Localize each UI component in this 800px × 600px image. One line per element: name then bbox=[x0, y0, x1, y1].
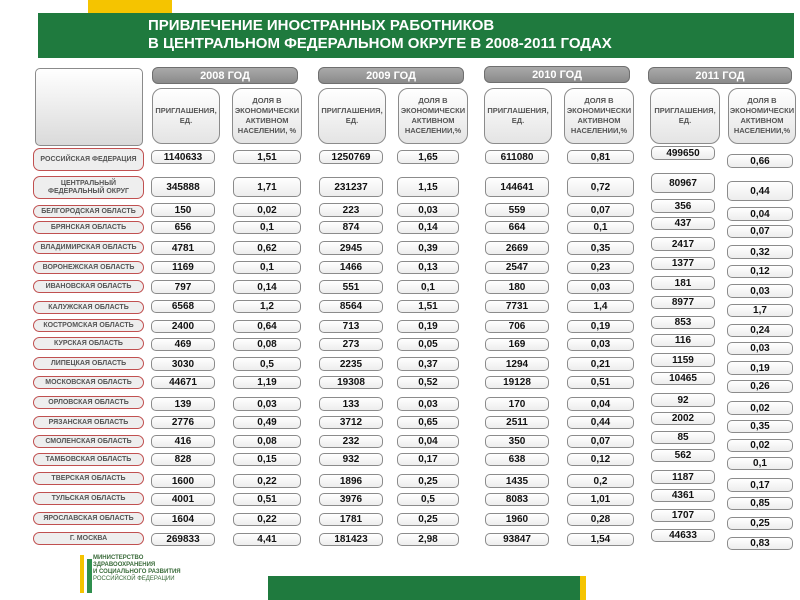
share-cell: 0,64 bbox=[233, 320, 301, 333]
share-cell: 0,83 bbox=[727, 537, 793, 550]
region-label: БЕЛГОРОДСКАЯ ОБЛАСТЬ bbox=[33, 205, 144, 218]
invitations-cell: 1707 bbox=[651, 509, 715, 522]
share-cell: 0,23 bbox=[567, 261, 634, 274]
region-label: РОССИЙСКАЯ ФЕДЕРАЦИЯ bbox=[33, 148, 144, 171]
invitations-cell: 1250769 bbox=[319, 150, 383, 164]
share-cell: 0,49 bbox=[233, 416, 301, 429]
invitations-cell: 350 bbox=[485, 435, 549, 448]
region-label: Г. МОСКВА bbox=[33, 532, 144, 545]
header-share-2: ДОЛЯ В ЭКОНОМИЧЕСКИ АКТИВНОМ НАСЕЛЕНИИ,% bbox=[398, 88, 468, 144]
share-cell: 0,81 bbox=[567, 150, 634, 164]
share-cell: 0,05 bbox=[397, 338, 459, 351]
invitations-cell: 345888 bbox=[151, 177, 215, 197]
share-cell: 0,1 bbox=[233, 261, 301, 274]
share-cell: 1,51 bbox=[233, 150, 301, 164]
invitations-cell: 1435 bbox=[485, 474, 549, 488]
invitations-cell: 2400 bbox=[151, 320, 215, 333]
invitations-cell: 1294 bbox=[485, 357, 549, 371]
share-cell: 0,37 bbox=[397, 357, 459, 371]
header-invitations-3: ПРИГЛАШЕНИЯ, ЕД. bbox=[484, 88, 552, 144]
invitations-cell: 437 bbox=[651, 217, 715, 230]
region-label: ВОРОНЕЖСКАЯ ОБЛАСТЬ bbox=[33, 261, 144, 274]
share-cell: 0,03 bbox=[727, 342, 793, 355]
share-cell: 1,7 bbox=[727, 304, 793, 317]
share-cell: 0,25 bbox=[397, 474, 459, 488]
share-cell: 0,44 bbox=[727, 181, 793, 201]
invitations-cell: 656 bbox=[151, 221, 215, 234]
share-cell: 0,02 bbox=[727, 401, 793, 415]
share-cell: 0,51 bbox=[567, 376, 634, 389]
invitations-cell: 3712 bbox=[319, 416, 383, 429]
region-label: КОСТРОМСКАЯ ОБЛАСТЬ bbox=[33, 319, 144, 332]
share-cell: 1,65 bbox=[397, 150, 459, 164]
invitations-cell: 559 bbox=[485, 203, 549, 217]
share-cell: 0,2 bbox=[567, 474, 634, 488]
share-cell: 1,01 bbox=[567, 493, 634, 506]
invitations-cell: 874 bbox=[319, 221, 383, 234]
share-cell: 0,12 bbox=[727, 265, 793, 278]
invitations-cell: 828 bbox=[151, 453, 215, 466]
share-cell: 0,08 bbox=[233, 338, 301, 351]
region-label: КАЛУЖСКАЯ ОБЛАСТЬ bbox=[33, 301, 144, 314]
share-cell: 1,4 bbox=[567, 300, 634, 313]
share-cell: 0,26 bbox=[727, 380, 793, 393]
invitations-cell: 611080 bbox=[485, 150, 549, 164]
share-cell: 1,71 bbox=[233, 177, 301, 197]
share-cell: 0,14 bbox=[233, 280, 301, 294]
share-cell: 2,98 bbox=[397, 533, 459, 546]
invitations-cell: 273 bbox=[319, 338, 383, 351]
region-label: ТВЕРСКАЯ ОБЛАСТЬ bbox=[33, 472, 144, 485]
share-cell: 0,03 bbox=[397, 203, 459, 217]
share-cell: 0,19 bbox=[567, 320, 634, 333]
share-cell: 0,07 bbox=[567, 203, 634, 217]
share-cell: 0,5 bbox=[397, 493, 459, 506]
ministry-line-1: МИНИСТЕРСТВО bbox=[93, 555, 144, 561]
share-cell: 1,54 bbox=[567, 533, 634, 546]
share-cell: 0,62 bbox=[233, 241, 301, 255]
invitations-cell: 1960 bbox=[485, 513, 549, 526]
invitations-cell: 638 bbox=[485, 453, 549, 466]
share-cell: 0,39 bbox=[397, 241, 459, 255]
invitations-cell: 7731 bbox=[485, 300, 549, 313]
share-cell: 0,07 bbox=[567, 435, 634, 448]
share-cell: 0,1 bbox=[567, 221, 634, 234]
invitations-cell: 1169 bbox=[151, 261, 215, 274]
invitations-cell: 356 bbox=[651, 199, 715, 213]
invitations-cell: 4001 bbox=[151, 493, 215, 506]
invitations-cell: 1159 bbox=[651, 353, 715, 367]
title-line-2: В ЦЕНТРАЛЬНОМ ФЕДЕРАЛЬНОМ ОКРУГЕ В 2008-2011 ГОДАХ bbox=[148, 35, 612, 52]
region-label: СМОЛЕНСКАЯ ОБЛАСТЬ bbox=[33, 435, 144, 448]
invitations-cell: 1781 bbox=[319, 513, 383, 526]
share-cell: 0,22 bbox=[233, 474, 301, 488]
invitations-cell: 180 bbox=[485, 280, 549, 294]
share-cell: 0,21 bbox=[567, 357, 634, 371]
invitations-cell: 797 bbox=[151, 280, 215, 294]
share-cell: 0,03 bbox=[567, 338, 634, 351]
share-cell: 0,85 bbox=[727, 497, 793, 510]
invitations-cell: 1140633 bbox=[151, 150, 215, 164]
region-label: ИВАНОВСКАЯ ОБЛАСТЬ bbox=[33, 280, 144, 293]
share-cell: 0,13 bbox=[397, 261, 459, 274]
share-cell: 0,19 bbox=[397, 320, 459, 333]
region-label: РЯЗАНСКАЯ ОБЛАСТЬ bbox=[33, 416, 144, 429]
invitations-cell: 3030 bbox=[151, 357, 215, 371]
invitations-cell: 10465 bbox=[651, 372, 715, 385]
share-cell: 0,35 bbox=[727, 420, 793, 433]
share-cell: 1,19 bbox=[233, 376, 301, 389]
share-cell: 0,32 bbox=[727, 245, 793, 259]
share-cell: 0,04 bbox=[567, 397, 634, 411]
region-label: МОСКОВСКАЯ ОБЛАСТЬ bbox=[33, 376, 144, 389]
invitations-cell: 2776 bbox=[151, 416, 215, 429]
share-cell: 0,04 bbox=[727, 207, 793, 221]
share-cell: 0,1 bbox=[727, 457, 793, 470]
share-cell: 0,5 bbox=[233, 357, 301, 371]
invitations-cell: 269833 bbox=[151, 533, 215, 546]
year-pill-1: 2008 ГОД bbox=[152, 67, 298, 84]
invitations-cell: 139 bbox=[151, 397, 215, 411]
invitations-cell: 1600 bbox=[151, 474, 215, 488]
share-cell: 0,65 bbox=[397, 416, 459, 429]
region-label: ЦЕНТРАЛЬНЫЙ ФЕДЕРАЛЬНЫЙ ОКРУГ bbox=[33, 176, 144, 199]
invitations-cell: 133 bbox=[319, 397, 383, 411]
share-cell: 0,08 bbox=[233, 435, 301, 448]
year-pill-2: 2009 ГОД bbox=[318, 67, 464, 84]
share-cell: 0,25 bbox=[397, 513, 459, 526]
region-column-header bbox=[35, 68, 143, 146]
share-cell: 0,66 bbox=[727, 154, 793, 168]
ministry-line-3: И СОЦИАЛЬНОГО РАЗВИТИЯ bbox=[93, 569, 181, 575]
invitations-cell: 1466 bbox=[319, 261, 383, 274]
invitations-cell: 85 bbox=[651, 431, 715, 444]
invitations-cell: 231237 bbox=[319, 177, 383, 197]
year-pill-3: 2010 ГОД bbox=[484, 66, 630, 83]
region-label: БРЯНСКАЯ ОБЛАСТЬ bbox=[33, 221, 144, 234]
invitations-cell: 2547 bbox=[485, 261, 549, 274]
share-cell: 0,44 bbox=[567, 416, 634, 429]
invitations-cell: 3976 bbox=[319, 493, 383, 506]
invitations-cell: 1896 bbox=[319, 474, 383, 488]
invitations-cell: 713 bbox=[319, 320, 383, 333]
region-label: ЯРОСЛАВСКАЯ ОБЛАСТЬ bbox=[33, 512, 144, 525]
invitations-cell: 6568 bbox=[151, 300, 215, 313]
share-cell: 1,2 bbox=[233, 300, 301, 313]
ministry-logo-icon bbox=[78, 553, 94, 595]
invitations-cell: 853 bbox=[651, 316, 715, 329]
share-cell: 0,25 bbox=[727, 517, 793, 530]
region-label: ОРЛОВСКАЯ ОБЛАСТЬ bbox=[33, 396, 144, 409]
invitations-cell: 2945 bbox=[319, 241, 383, 255]
invitations-cell: 169 bbox=[485, 338, 549, 351]
header-invitations-1: ПРИГЛАШЕНИЯ, ЕД. bbox=[152, 88, 220, 144]
invitations-cell: 150 bbox=[151, 203, 215, 217]
share-cell: 0,19 bbox=[727, 361, 793, 375]
share-cell: 0,17 bbox=[727, 478, 793, 492]
year-pill-4: 2011 ГОД bbox=[648, 67, 792, 84]
share-cell: 0,72 bbox=[567, 177, 634, 197]
invitations-cell: 664 bbox=[485, 221, 549, 234]
share-cell: 0,35 bbox=[567, 241, 634, 255]
header-invitations-4: ПРИГЛАШЕНИЯ, ЕД. bbox=[650, 88, 720, 144]
invitations-cell: 1187 bbox=[651, 470, 715, 484]
invitations-cell: 232 bbox=[319, 435, 383, 448]
invitations-cell: 706 bbox=[485, 320, 549, 333]
region-label: ТАМБОВСКАЯ ОБЛАСТЬ bbox=[33, 453, 144, 466]
invitations-cell: 2235 bbox=[319, 357, 383, 371]
share-cell: 4,41 bbox=[233, 533, 301, 546]
share-cell: 0,22 bbox=[233, 513, 301, 526]
header-share-3: ДОЛЯ В ЭКОНОМИЧЕСКИ АКТИВНОМ НАСЕЛЕНИИ,% bbox=[564, 88, 634, 144]
share-cell: 0,02 bbox=[233, 203, 301, 217]
invitations-cell: 469 bbox=[151, 338, 215, 351]
share-cell: 0,1 bbox=[397, 280, 459, 294]
invitations-cell: 144641 bbox=[485, 177, 549, 197]
share-cell: 0,03 bbox=[397, 397, 459, 411]
invitations-cell: 499650 bbox=[651, 146, 715, 160]
share-cell: 0,03 bbox=[567, 280, 634, 294]
invitations-cell: 80967 bbox=[651, 173, 715, 193]
share-cell: 1,51 bbox=[397, 300, 459, 313]
share-cell: 0,07 bbox=[727, 225, 793, 238]
invitations-cell: 1377 bbox=[651, 257, 715, 270]
invitations-cell: 416 bbox=[151, 435, 215, 448]
header-share-1: ДОЛЯ В ЭКОНОМИЧЕСКИ АКТИВНОМ НАСЕЛЕНИИ, % bbox=[232, 88, 302, 144]
invitations-cell: 8977 bbox=[651, 296, 715, 309]
share-cell: 0,14 bbox=[397, 221, 459, 234]
share-cell: 0,02 bbox=[727, 439, 793, 452]
header-invitations-2: ПРИГЛАШЕНИЯ, ЕД. bbox=[318, 88, 386, 144]
invitations-cell: 44671 bbox=[151, 376, 215, 389]
share-cell: 0,51 bbox=[233, 493, 301, 506]
invitations-cell: 19308 bbox=[319, 376, 383, 389]
share-cell: 0,12 bbox=[567, 453, 634, 466]
invitations-cell: 19128 bbox=[485, 376, 549, 389]
share-cell: 0,24 bbox=[727, 324, 793, 337]
share-cell: 0,03 bbox=[727, 284, 793, 298]
bottom-green-bar bbox=[268, 576, 580, 600]
title-line-1: ПРИВЛЕЧЕНИЕ ИНОСТРАННЫХ РАБОТНИКОВ bbox=[148, 17, 495, 34]
share-cell: 0,28 bbox=[567, 513, 634, 526]
top-yellow-bar bbox=[88, 0, 172, 13]
share-cell: 0,03 bbox=[233, 397, 301, 411]
invitations-cell: 2417 bbox=[651, 237, 715, 251]
invitations-cell: 551 bbox=[319, 280, 383, 294]
share-cell: 0,15 bbox=[233, 453, 301, 466]
share-cell: 1,15 bbox=[397, 177, 459, 197]
region-label: ЛИПЕЦКАЯ ОБЛАСТЬ bbox=[33, 357, 144, 370]
invitations-cell: 2669 bbox=[485, 241, 549, 255]
region-label: ТУЛЬСКАЯ ОБЛАСТЬ bbox=[33, 492, 144, 505]
header-share-4: ДОЛЯ В ЭКОНОМИЧЕСКИ АКТИВНОМ НАСЕЛЕНИИ,% bbox=[728, 88, 796, 144]
invitations-cell: 181423 bbox=[319, 533, 383, 546]
invitations-cell: 8083 bbox=[485, 493, 549, 506]
page-title bbox=[38, 13, 794, 58]
invitations-cell: 92 bbox=[651, 393, 715, 407]
invitations-cell: 8564 bbox=[319, 300, 383, 313]
ministry-label bbox=[93, 555, 181, 583]
share-cell: 0,17 bbox=[397, 453, 459, 466]
region-label: КУРСКАЯ ОБЛАСТЬ bbox=[33, 337, 144, 350]
ministry-line-2: ЗДРАВООХРАНЕНИЯ bbox=[93, 562, 156, 568]
invitations-cell: 2002 bbox=[651, 412, 715, 425]
invitations-cell: 4781 bbox=[151, 241, 215, 255]
invitations-cell: 562 bbox=[651, 449, 715, 462]
share-cell: 0,04 bbox=[397, 435, 459, 448]
ministry-line-4: РОССИЙСКОЙ ФЕДЕРАЦИИ bbox=[93, 576, 175, 582]
invitations-cell: 932 bbox=[319, 453, 383, 466]
invitations-cell: 116 bbox=[651, 334, 715, 347]
invitations-cell: 4361 bbox=[651, 489, 715, 502]
invitations-cell: 44633 bbox=[651, 529, 715, 542]
invitations-cell: 2511 bbox=[485, 416, 549, 429]
share-cell: 0,1 bbox=[233, 221, 301, 234]
invitations-cell: 1604 bbox=[151, 513, 215, 526]
invitations-cell: 170 bbox=[485, 397, 549, 411]
region-label: ВЛАДИМИРСКАЯ ОБЛАСТЬ bbox=[33, 241, 144, 254]
invitations-cell: 93847 bbox=[485, 533, 549, 546]
invitations-cell: 181 bbox=[651, 276, 715, 290]
invitations-cell: 223 bbox=[319, 203, 383, 217]
share-cell: 0,52 bbox=[397, 376, 459, 389]
